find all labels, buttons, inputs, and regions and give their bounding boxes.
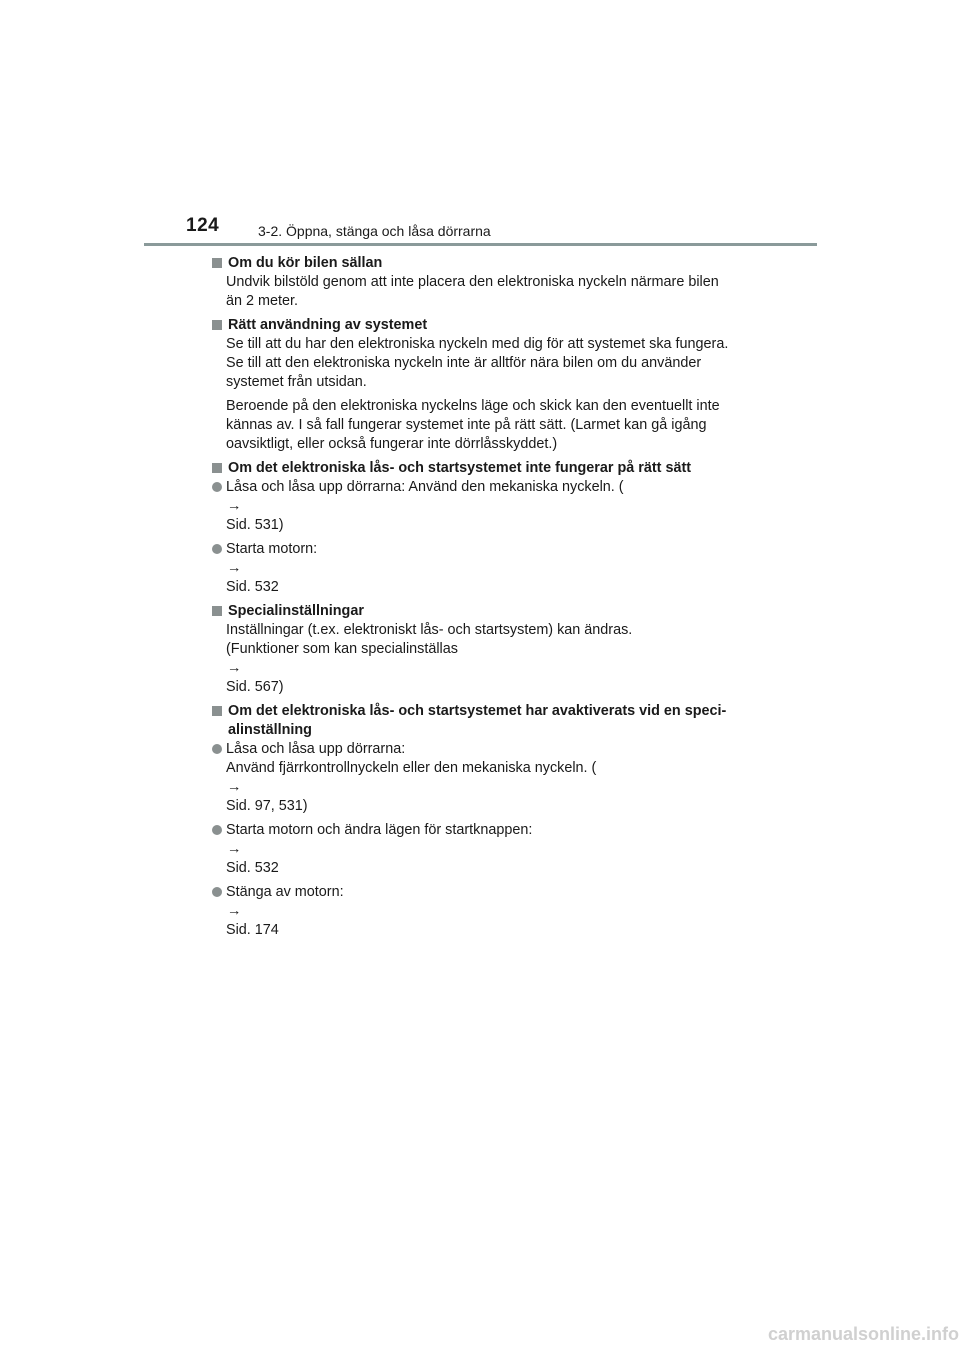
text-line: Beroende på den elektroniska nyckelns läge och skick kan den eventuellt inte [226,398,720,414]
text-line: Se till att du har den elektroniska nyckeln med dig för att systemet ska fungera. [226,336,729,352]
text-line: Låsa och låsa upp dörrarna: [226,741,406,757]
bullet-text [226,540,317,597]
text-line: kännas av. I så fall fungerar systemet inte på rätt sätt. (Larmet kan gå igång [226,417,707,433]
header-rule [144,243,817,246]
paragraph [226,273,749,311]
bullet-text [226,740,596,816]
section-title: 3-2. Öppna, stänga och låsa dörrarna [258,223,491,239]
section-ratt-anvandning [209,316,749,454]
section-heading [209,316,749,335]
page-content [209,254,749,945]
page-header [0,0,960,250]
text-line: systemet från utsidan. [226,374,367,390]
arrow-icon: → [227,841,242,857]
text-line: alinställning [228,722,312,738]
arrow-icon: → [227,660,242,676]
paragraph [226,621,749,697]
text-line: Undvik bilstöld genom att inte placera den elektroniska nyckeln närmare bilen [226,274,719,290]
round-bullet-icon [212,825,222,835]
round-bullet-icon [212,744,222,754]
heading-text: Rätt användning av systemet [228,317,428,333]
section-specialinstallningar [209,602,749,697]
heading-text: Om du kör bilen sällan [228,255,383,271]
section-om-systemet-inte-fungerar [209,459,749,597]
bullet-item [212,883,749,940]
text-line: oavsiktligt, eller också fungerar inte dörrlåsskyddet.) [226,436,558,452]
square-bullet-icon [212,706,222,716]
arrow-icon: → [227,903,242,919]
section-avaktiverat-vid-specialinstallning [209,702,749,940]
round-bullet-icon [212,887,222,897]
text-line: Låsa och låsa upp dörrarna: Använd den mekaniska nyckeln. ( → Sid. 531) [226,479,624,533]
text-line: Inställningar (t.ex. elektroniskt lås- och startsystem) kan ändras. [226,622,633,638]
text-line: Starta motorn: → Sid. 532 [226,541,318,595]
watermark: carmanualsonline.info [768,1324,960,1344]
section-heading [209,254,749,273]
square-bullet-icon [212,320,222,330]
round-bullet-icon [212,482,222,492]
section-heading [209,602,749,621]
bullet-item [212,478,749,535]
paragraph [226,335,749,392]
arrow-icon: → [227,498,242,514]
heading-text: Specialinställningar [228,603,364,619]
square-bullet-icon [212,258,222,268]
section-om-du-kor-bilen-sallan [209,254,749,311]
square-bullet-icon [212,463,222,473]
paragraph [226,397,749,454]
round-bullet-icon [212,544,222,554]
page-reference[interactable]: Sid. 532 [226,579,279,595]
square-bullet-icon [212,606,222,616]
text-line: än 2 meter. [226,293,298,309]
page-reference[interactable]: Sid. 531) [226,517,284,533]
arrow-icon: → [227,779,242,795]
page-reference[interactable]: Sid. 97, 531) [226,798,308,814]
text-line: Om det elektroniska lås- och startsystemet har avaktiverats vid en speci- [228,703,727,719]
text-line: (Funktioner som kan specialinställas → Sid. 567) [226,640,749,697]
section-heading [209,459,749,478]
heading-text [228,702,749,740]
page-reference[interactable]: Sid. 532 [226,860,279,876]
page-reference[interactable]: Sid. 567) [226,679,284,695]
bullet-item [212,540,749,597]
bullet-item [212,821,749,878]
text-line: Starta motorn och ändra lägen för startknappen: → Sid. 532 [226,822,533,876]
bullet-text [226,883,344,940]
text-line: Använd fjärrkontrollnyckeln eller den mekaniska nyckeln. ( → Sid. 97, 531) [226,760,597,814]
text-line: Stänga av motorn: → Sid. 174 [226,884,344,938]
arrow-icon: → [227,560,242,576]
text-line: Se till att den elektroniska nyckeln inte är alltför nära bilen om du använder [226,355,702,371]
page-number: 124 [186,215,220,236]
bullet-text [226,821,532,878]
section-heading [209,702,749,740]
bullet-text [226,478,624,535]
page-reference[interactable]: Sid. 174 [226,922,279,938]
heading-text: Om det elektroniska lås- och startsystemet inte fungerar på rätt sätt [228,460,692,476]
bullet-item [212,740,749,816]
